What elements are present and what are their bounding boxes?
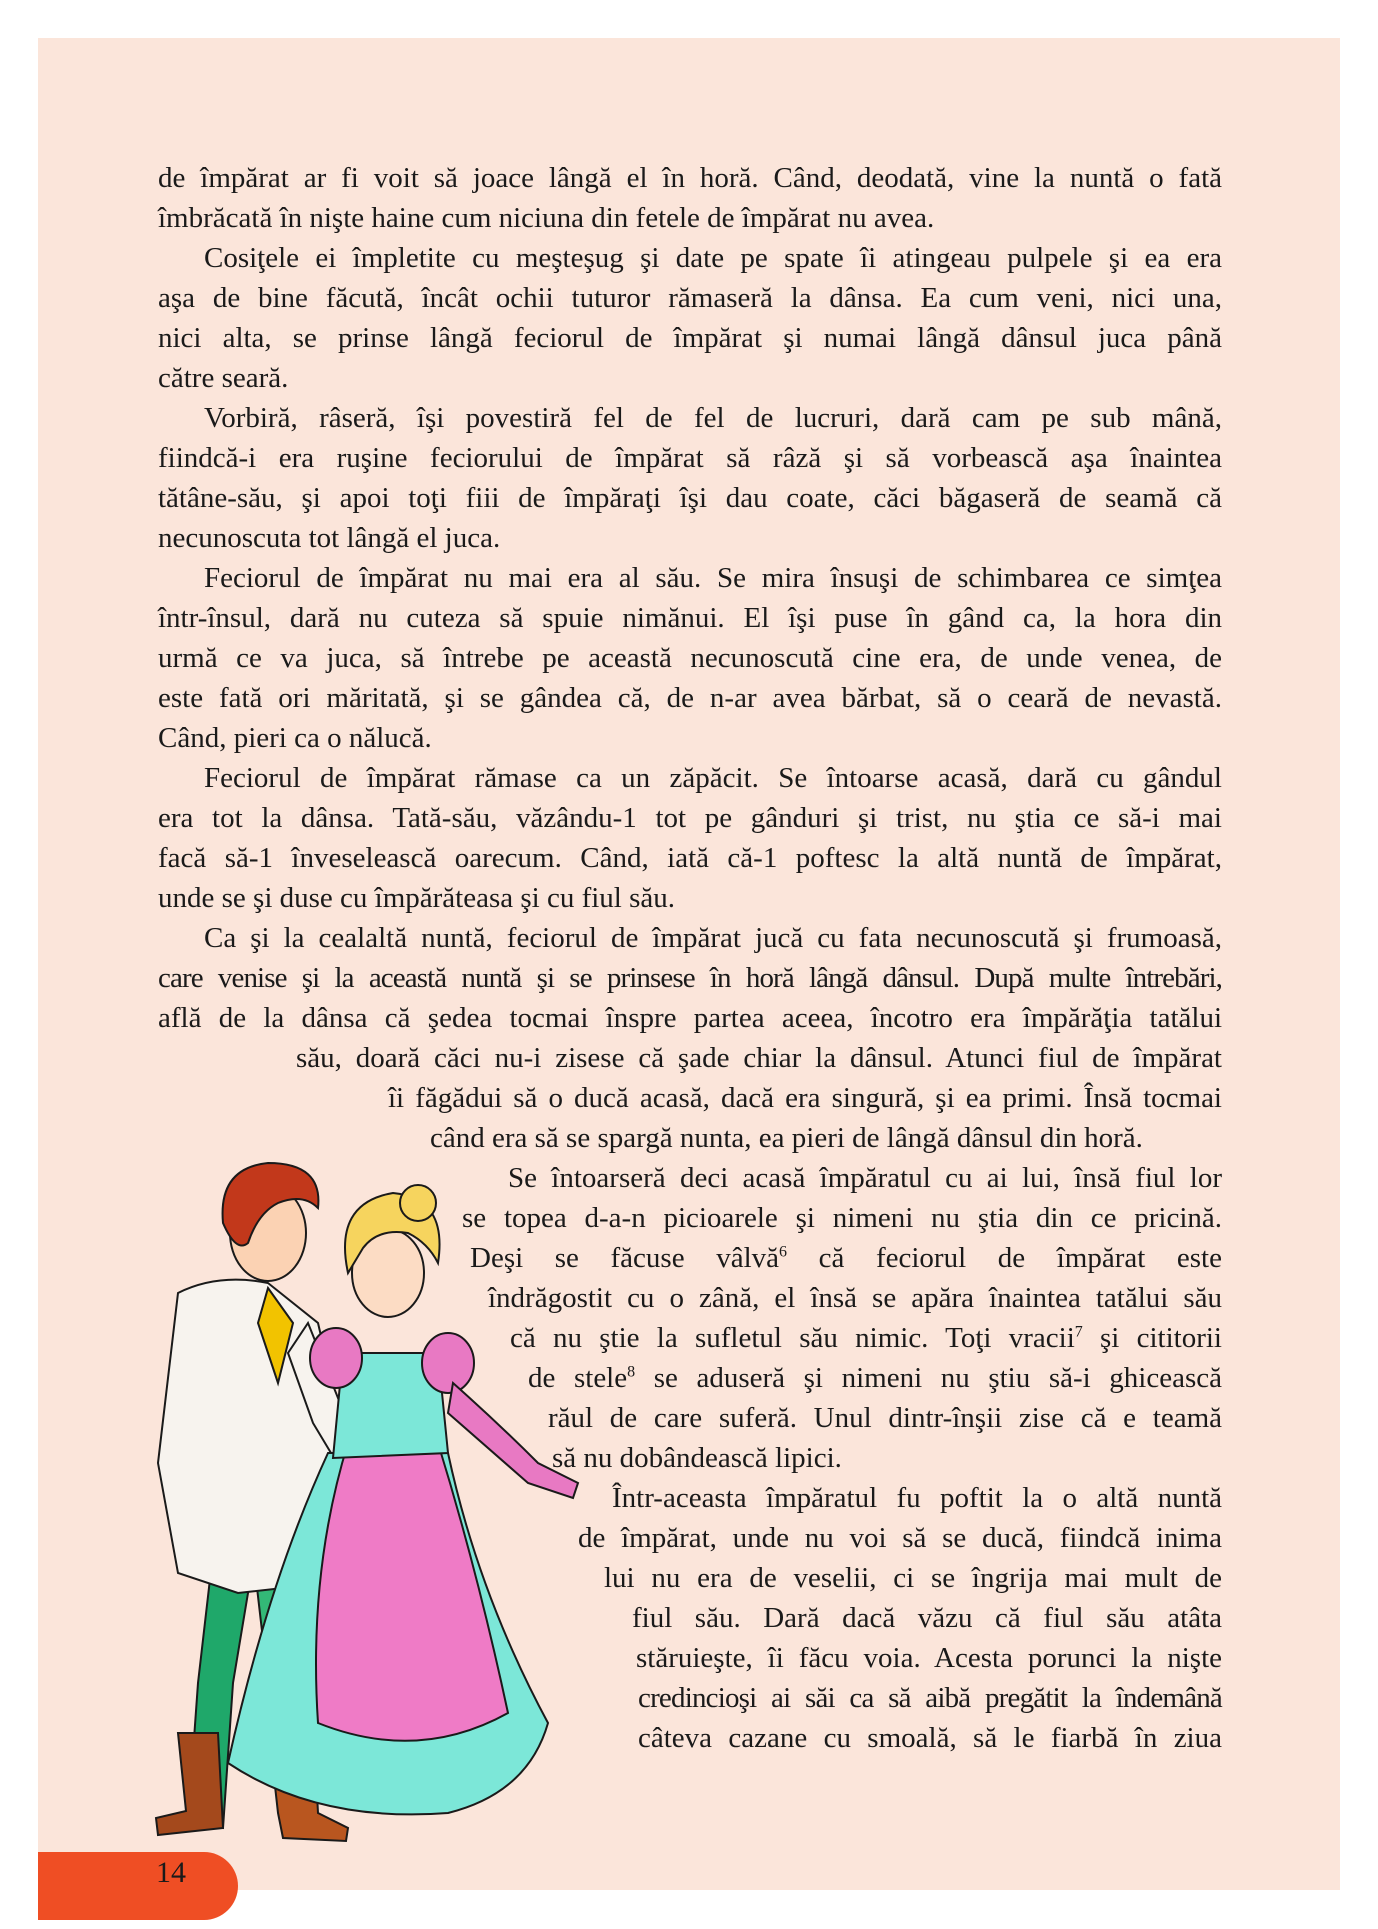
text-line: necunoscuta tot lângă el juca. — [158, 522, 501, 554]
text-line: este fată ori măritată, şi se gândea că, de n-ar avea bărbat, să o ceară de nevastă. — [158, 682, 1222, 714]
text-line: Cosiţele ei împletite cu meşteşug şi date pe spate îi atingeau pulpele şi ea era — [204, 242, 1222, 274]
page — [38, 38, 1340, 1890]
text-line: să nu dobândească lipici. — [552, 1442, 842, 1474]
footnote-marker: 7 — [1074, 1323, 1083, 1341]
text-line: credincioşi ai săi ca să aibă pregătit la îndemână — [638, 1682, 1222, 1714]
text-line: care venise şi la această nuntă şi se prinsese în horă lângă dânsul. După multe întrebări, — [158, 962, 1222, 994]
text-fragment: Deşi se făcuse vâlvă — [470, 1242, 779, 1274]
text-line: Feciorul de împărat rămase ca un zăpăcit. Se întoarse acasă, dară cu gândul — [204, 762, 1222, 794]
text-line: facă să-1 înveselească oarecum. Când, iată că-1 poftesc la altă nuntă de împărat, — [158, 842, 1222, 874]
text-line: într-însul, dară nu cuteza să spuie nimănui. El îşi puse în gând ca, la hora din — [158, 602, 1222, 634]
text-line: nici alta, se prinse lângă feciorul de împărat şi numai lângă dânsul juca până — [158, 322, 1222, 354]
text-line: îmbrăcată în nişte haine cum niciuna din fetele de împărat nu avea. — [158, 202, 935, 234]
text-line: Feciorul de împărat nu mai era al său. Se mira însuşi de schimbarea ce simţea — [204, 562, 1222, 594]
text-line: se topea d-a-n picioarele şi nimeni nu ştia din ce pricină. — [462, 1202, 1222, 1234]
text-fragment: se aduseră şi nimeni nu ştiu să-i ghicească — [635, 1362, 1223, 1394]
page-number-tab — [38, 1852, 238, 1920]
text-line: stăruieşte, îi făcu voia. Acesta porunci la nişte — [636, 1642, 1222, 1674]
text-line: fiindcă-i era ruşine feciorului de împărat să râză şi să vorbească aşa înaintea — [158, 442, 1222, 474]
text-line: aşa de bine făcută, încât ochii tuturor rămaseră la dânsa. Ea cum veni, nici una, — [158, 282, 1222, 314]
text-line: era tot la dânsa. Tată-său, văzându-1 tot pe gânduri şi trist, nu ştia ce să-i mai — [158, 802, 1222, 834]
text-line: tătâne-său, şi apoi toţi fiii de împăraţi îşi dau coate, căci băgaseră de seamă că — [158, 482, 1222, 514]
text-line-footnote-8 — [528, 1358, 1222, 1398]
text-line: său, doară căci nu-i zisese că şade chiar la dânsul. Atunci fiul de împărat — [296, 1042, 1222, 1074]
text-line-footnote-6 — [470, 1238, 1222, 1278]
text-line: către seară. — [158, 362, 289, 394]
text-line: află de la dânsa că şedea tocmai înspre partea aceea, încotro era împărăţia tatălui — [158, 1002, 1222, 1034]
text-fragment: şi cititorii — [1082, 1322, 1222, 1354]
text-fragment: că feciorul de împărat este — [787, 1242, 1222, 1274]
text-line: de împărat ar fi voit să joace lângă el în horă. Când, deodată, vine la nuntă o fată — [158, 162, 1222, 194]
text-line: îi făgădui să o ducă acasă, dacă era singură, şi ea primi. Însă tocmai — [388, 1082, 1222, 1114]
text-line: Ca şi la cealaltă nuntă, feciorul de împărat jucă cu fata necunoscută şi frumoasă, — [204, 922, 1222, 954]
text-line: unde se şi duse cu împărăteasa şi cu fiul său. — [158, 882, 676, 914]
text-line: urmă ce va juca, să întrebe pe această necunoscută cine era, de unde venea, de — [158, 642, 1222, 674]
text-fragment: că nu ştie la sufletul său nimic. Toţi vracii — [510, 1322, 1075, 1354]
text-line: când era să se spargă nunta, ea pieri de lângă dânsul din horă. — [430, 1122, 1143, 1154]
text-line: îndrăgostit cu o zână, el însă se apăra înaintea tatălui său — [488, 1282, 1222, 1314]
text-line: Într-aceasta împăratul fu poftit la o altă nuntă — [612, 1482, 1222, 1514]
text-line-footnote-7 — [510, 1318, 1222, 1358]
text-fragment: de stele — [528, 1362, 628, 1394]
text-line: Se întoarseră deci acasă împăratul cu ai lui, însă fiul lor — [508, 1162, 1222, 1194]
footnote-marker: 8 — [627, 1363, 636, 1381]
story-text — [38, 38, 1340, 1890]
text-line: Vorbiră, râseră, îşi povestiră fel de fel de lucruri, dară cam pe sub mână, — [204, 402, 1222, 434]
footnote-marker: 6 — [779, 1243, 787, 1261]
text-line: de împărat, unde nu voi să se ducă, fiindcă inima — [578, 1522, 1222, 1554]
text-line: câteva cazane cu smoală, să le fiarbă în ziua — [638, 1722, 1222, 1754]
text-line: lui nu era de veselii, ci se îngrija mai mult de — [604, 1562, 1222, 1594]
text-line: răul de care suferă. Unul dintr-înşii zise că e teamă — [548, 1402, 1222, 1434]
page-number: 14 — [156, 1856, 186, 1889]
text-line: fiul său. Dară dacă văzu că fiul său atâta — [632, 1602, 1222, 1634]
text-line: Când, pieri ca o nălucă. — [158, 722, 432, 754]
